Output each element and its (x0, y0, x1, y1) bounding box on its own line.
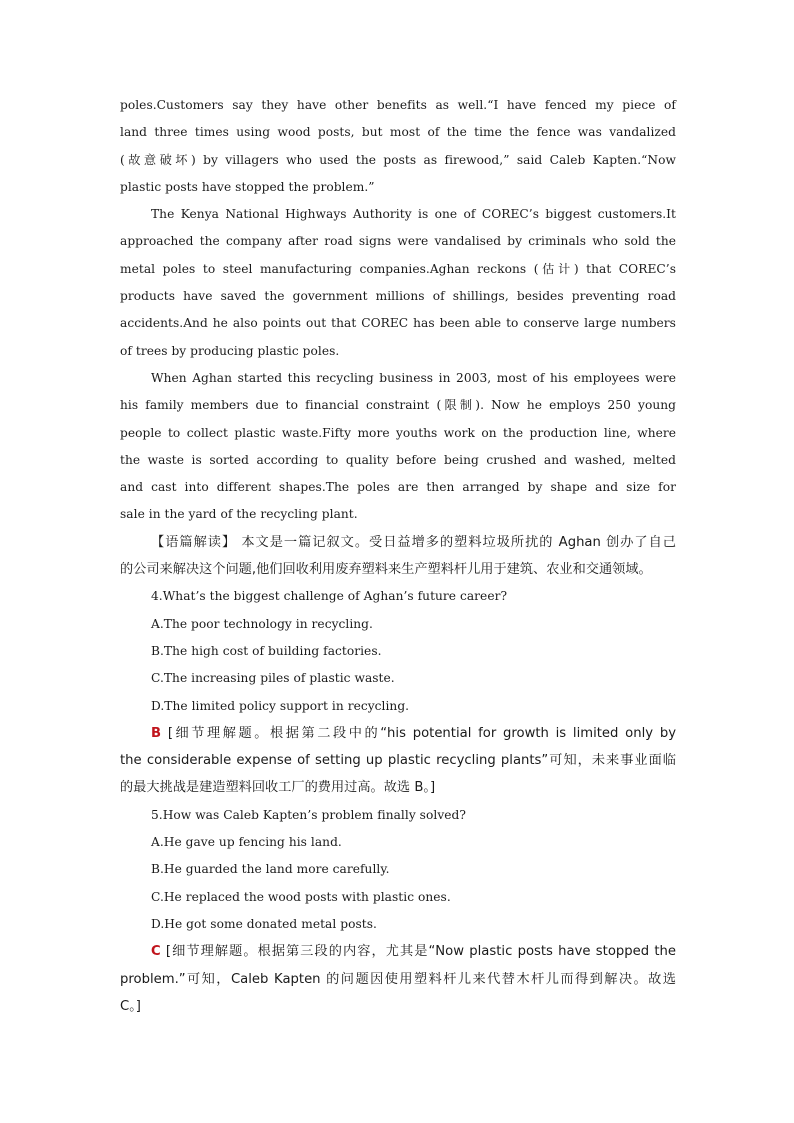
option-d: D.The limited policy support in recycling. (151, 698, 410, 713)
text-line: When Aghan started this recycling business in 2003, most of his employees were (151, 370, 676, 385)
option-a: A.The poor technology in recycling. (151, 616, 373, 631)
passage-summary (120, 529, 676, 584)
answer-explanation (120, 938, 676, 1020)
option-a: A.He gave up fencing his land. (151, 835, 342, 850)
text-line: people to collect plastic waste.Fifty more youths work on the production line, where (120, 425, 676, 440)
option-b: B.He guarded the land more carefully. (151, 862, 390, 877)
text-line: land three times using wood posts, but most of the time the fence was vandalized (120, 125, 676, 140)
text-line: the waste is sorted according to quality before being crushed and washed, melted (120, 452, 676, 467)
summary-line: 【语篇解读】 本文是一篇记叙文。受日益增多的塑料垃圾所扰的 Aghan 创办了自己 (151, 534, 676, 550)
text-line: The Kenya National Highways Authority is one of COREC’s biggest customers.It (151, 207, 676, 222)
text-line: sale in the yard of the recycling plant. (120, 507, 358, 522)
text-line: plastic posts have stopped the problem.” (120, 179, 375, 194)
text-line: his family members due to financial constraint (限制). Now he employs 250 young (120, 398, 676, 413)
option-d: D.He got some donated metal posts. (151, 916, 377, 931)
option-c: C.He replaced the wood posts with plastic ones. (151, 889, 451, 904)
explanation-line: C。] (120, 998, 141, 1014)
answer-explanation (120, 720, 676, 802)
text-line: products have saved the government millions of shillings, besides preventing road (120, 289, 676, 304)
question-5 (120, 802, 676, 1020)
option-b: B.The high cost of building factories. (151, 643, 382, 658)
answer-key: C (151, 944, 161, 960)
question-stem: 4.What’s the biggest challenge of Aghan’s future career? (151, 589, 508, 604)
document-page (120, 92, 676, 1020)
text-line: poles.Customers say they have other benefits as well.“I have fenced my piece of (120, 98, 676, 112)
answer-key: B (151, 725, 162, 741)
explanation-line: problem.”可知，Caleb Kapten 的问题因使用塑料杆儿来代替木杆儿而得到解决。故选 (120, 971, 676, 987)
passage-paragraph-1 (120, 92, 676, 201)
text-line: of trees by producing plastic poles. (120, 343, 340, 358)
explanation-line: 的最大挑战是建造塑料回收工厂的费用过高。故选 B。] (120, 780, 436, 796)
question-4 (120, 583, 676, 801)
passage-paragraph-2 (120, 201, 676, 365)
text-line: accidents.And he also points out that COREC has been able to conserve large numbers (120, 316, 676, 331)
text-line: (故意破坏) by villagers who used the posts as firewood,” said Caleb Kapten.“Now (120, 152, 676, 167)
option-c: C.The increasing piles of plastic waste. (151, 671, 395, 686)
text-line: metal poles to steel manufacturing companies.Aghan reckons (估计) that COREC’s (120, 261, 676, 276)
explanation-line: C [细节理解题。根据第三段的内容，尤其是“Now plastic posts have stopped the (151, 944, 676, 960)
text-line: approached the company after road signs were vandalised by criminals who sold the (120, 234, 676, 249)
question-stem: 5.How was Caleb Kapten’s problem finally solved? (151, 807, 466, 822)
explanation-line: B [细节理解题。根据第二段中的“his potential for growth is limited only by (151, 725, 676, 741)
explanation-line: the considerable expense of setting up plastic recycling plants”可知，未来事业面临 (120, 753, 676, 769)
text-line: and cast into different shapes.The poles are then arranged by shape and size for (120, 480, 676, 495)
summary-line: 的公司来解决这个问题,他们回收利用废弃塑料来生产塑料杆儿用于建筑、农业和交通领域。 (120, 562, 652, 578)
passage-paragraph-3 (120, 365, 676, 529)
